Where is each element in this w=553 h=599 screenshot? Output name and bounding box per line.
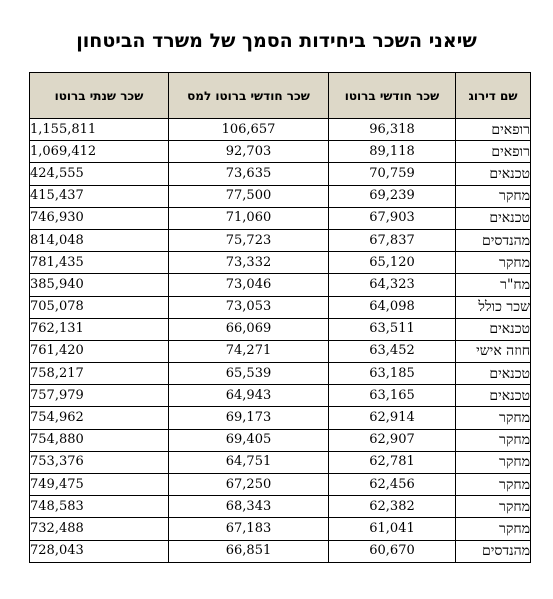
cell-monthly-gross-tax: 64,943: [169, 385, 329, 407]
page-title: שיאני השכר ביחידות הסמך של משרד הביטחון: [76, 30, 477, 52]
cell-monthly-gross: 62,907: [329, 429, 456, 451]
table-row: [30, 363, 531, 385]
table-row: [30, 385, 531, 407]
cell-monthly-gross: 61,041: [329, 518, 456, 540]
cell-monthly-gross-tax: 73,053: [169, 296, 329, 318]
cell-rank: מחקר: [456, 252, 531, 274]
table-row: [30, 274, 531, 296]
cell-monthly-gross: 64,323: [329, 274, 456, 296]
table-row: [30, 518, 531, 540]
cell-monthly-gross: 62,914: [329, 407, 456, 429]
cell-monthly-gross: 62,456: [329, 474, 456, 496]
cell-rank: מחקר: [456, 185, 531, 207]
cell-annual-gross: 762,131: [30, 318, 169, 340]
cell-rank: רופאים: [456, 119, 531, 141]
cell-annual-gross: 781,435: [30, 252, 169, 274]
cell-monthly-gross-tax: 69,173: [169, 407, 329, 429]
cell-monthly-gross-tax: 73,332: [169, 252, 329, 274]
cell-rank: שכר כולל: [456, 296, 531, 318]
cell-monthly-gross: 63,185: [329, 363, 456, 385]
cell-monthly-gross-tax: 68,343: [169, 496, 329, 518]
cell-annual-gross: 761,420: [30, 340, 169, 362]
cell-annual-gross: 758,217: [30, 363, 169, 385]
cell-rank: מחקר: [456, 518, 531, 540]
cell-monthly-gross: 96,318: [329, 119, 456, 141]
cell-rank: מהנדסים: [456, 540, 531, 562]
cell-rank: מחקר: [456, 496, 531, 518]
table-row: [30, 163, 531, 185]
header-rank: שם דירוג: [456, 73, 531, 119]
cell-monthly-gross-tax: 73,635: [169, 163, 329, 185]
header-monthly-gross-tax: שכר חודשי ברוטו למס: [169, 73, 329, 119]
cell-monthly-gross-tax: 67,250: [169, 474, 329, 496]
header-monthly-gross: שכר חודשי ברוטו: [329, 73, 456, 119]
table-row: [30, 141, 531, 163]
cell-annual-gross: 754,880: [30, 429, 169, 451]
cell-monthly-gross: 63,165: [329, 385, 456, 407]
cell-annual-gross: 385,940: [30, 274, 169, 296]
cell-rank: טכנאים: [456, 207, 531, 229]
cell-rank: טכנאים: [456, 385, 531, 407]
cell-rank: מחקר: [456, 407, 531, 429]
cell-rank: טכנאים: [456, 163, 531, 185]
cell-monthly-gross: 63,511: [329, 318, 456, 340]
cell-rank: טכנאים: [456, 363, 531, 385]
cell-annual-gross: 753,376: [30, 451, 169, 473]
cell-monthly-gross-tax: 67,183: [169, 518, 329, 540]
cell-monthly-gross: 69,239: [329, 185, 456, 207]
cell-monthly-gross: 64,098: [329, 296, 456, 318]
table-row: [30, 207, 531, 229]
cell-annual-gross: 814,048: [30, 229, 169, 251]
cell-annual-gross: 732,488: [30, 518, 169, 540]
cell-monthly-gross: 89,118: [329, 141, 456, 163]
table-row: [30, 407, 531, 429]
cell-rank: טכנאים: [456, 318, 531, 340]
cell-annual-gross: 746,930: [30, 207, 169, 229]
table-row: [30, 318, 531, 340]
cell-rank: מח"ר: [456, 274, 531, 296]
cell-monthly-gross: 63,452: [329, 340, 456, 362]
cell-rank: רופאים: [456, 141, 531, 163]
table-row: [30, 340, 531, 362]
cell-monthly-gross: 70,759: [329, 163, 456, 185]
cell-monthly-gross: 62,382: [329, 496, 456, 518]
table-row: [30, 185, 531, 207]
cell-annual-gross: 705,078: [30, 296, 169, 318]
cell-monthly-gross: 62,781: [329, 451, 456, 473]
cell-monthly-gross-tax: 69,405: [169, 429, 329, 451]
cell-monthly-gross-tax: 106,657: [169, 119, 329, 141]
cell-monthly-gross: 67,903: [329, 207, 456, 229]
cell-monthly-gross-tax: 66,069: [169, 318, 329, 340]
cell-annual-gross: 1,069,412: [30, 141, 169, 163]
table-row: [30, 296, 531, 318]
cell-annual-gross: 748,583: [30, 496, 169, 518]
salary-table: [29, 72, 531, 563]
table-row: [30, 451, 531, 473]
cell-annual-gross: 728,043: [30, 540, 169, 562]
table-row: [30, 429, 531, 451]
cell-annual-gross: 1,155,811: [30, 119, 169, 141]
cell-annual-gross: 415,437: [30, 185, 169, 207]
cell-monthly-gross-tax: 66,851: [169, 540, 329, 562]
cell-monthly-gross-tax: 71,060: [169, 207, 329, 229]
cell-rank: מהנדסים: [456, 229, 531, 251]
cell-monthly-gross-tax: 65,539: [169, 363, 329, 385]
cell-rank: מחקר: [456, 429, 531, 451]
cell-monthly-gross: 60,670: [329, 540, 456, 562]
cell-monthly-gross-tax: 75,723: [169, 229, 329, 251]
cell-monthly-gross-tax: 73,046: [169, 274, 329, 296]
table-row: [30, 252, 531, 274]
cell-monthly-gross: 65,120: [329, 252, 456, 274]
cell-annual-gross: 757,979: [30, 385, 169, 407]
table-header-row: [30, 73, 531, 119]
cell-monthly-gross-tax: 64,751: [169, 451, 329, 473]
cell-annual-gross: 754,962: [30, 407, 169, 429]
header-annual-gross: שכר שנתי ברוטו: [30, 73, 169, 119]
cell-rank: חוזה אישי: [456, 340, 531, 362]
cell-monthly-gross-tax: 74,271: [169, 340, 329, 362]
cell-monthly-gross: 67,837: [329, 229, 456, 251]
cell-monthly-gross-tax: 77,500: [169, 185, 329, 207]
cell-rank: מחקר: [456, 474, 531, 496]
table-row: [30, 119, 531, 141]
table-row: [30, 540, 531, 562]
table-row: [30, 474, 531, 496]
cell-monthly-gross-tax: 92,703: [169, 141, 329, 163]
table-row: [30, 229, 531, 251]
cell-annual-gross: 424,555: [30, 163, 169, 185]
cell-annual-gross: 749,475: [30, 474, 169, 496]
table-row: [30, 496, 531, 518]
cell-rank: מחקר: [456, 451, 531, 473]
